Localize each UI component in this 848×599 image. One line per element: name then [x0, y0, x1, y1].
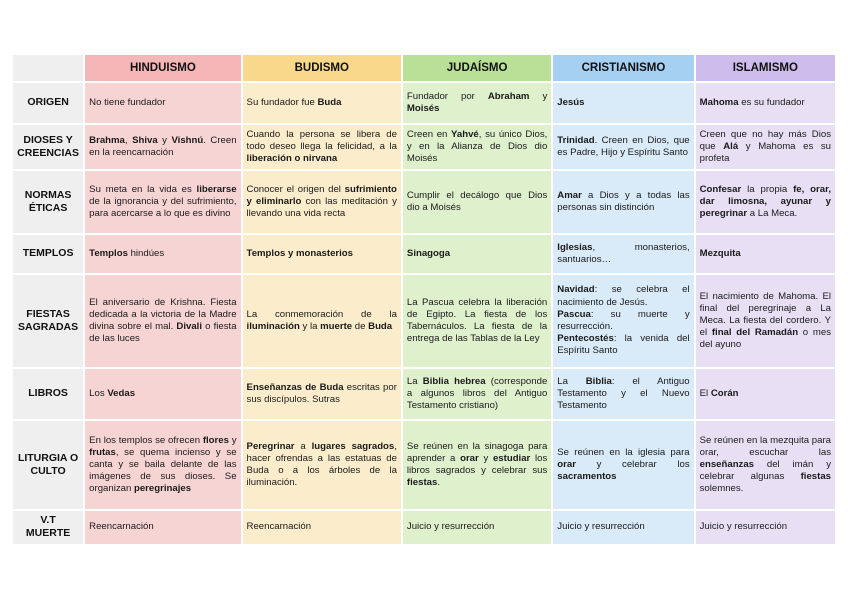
text: es su fundador [738, 96, 805, 108]
religions-comparison-table [11, 53, 837, 546]
table-cell [85, 421, 240, 509]
cell-line [247, 248, 397, 260]
cell-line [407, 248, 547, 260]
table-cell [243, 421, 401, 509]
table-cell [85, 125, 240, 169]
table-cell [243, 369, 401, 419]
cell-line [700, 184, 831, 221]
header-hinduismo: HINDUISMO [85, 55, 240, 81]
row-label: V.T MUERTE [13, 511, 83, 544]
table-cell [403, 369, 551, 419]
text: Se reúnen en la sinagoga para aprender a [406, 440, 548, 464]
text: Juicio y resurrección [406, 521, 495, 533]
bold-text: Templos [89, 247, 128, 259]
text: y Mahoma es su profeta [699, 140, 831, 165]
table-row [13, 421, 835, 509]
header-cristianismo: CRISTIANISMO [553, 55, 693, 81]
cell-line [407, 190, 547, 214]
text: . Creen en la reencarnación [89, 134, 237, 158]
bold-text: sufrimiento y eliminarlo [246, 183, 397, 207]
text: . Creen en Dios, que es Padre, Hijo y Espíritu Santo [557, 134, 690, 158]
cell-line [247, 129, 397, 166]
text: o mes del ayuno [699, 327, 831, 351]
row-label: FIESTAS SAGRADAS [13, 275, 83, 367]
bold-text: peregrinajes [133, 483, 192, 495]
text: , su único Dios, y en la Alianza de Dios dio Moisés [406, 128, 548, 165]
bold-text: Vishnú [171, 134, 204, 146]
cell-line [700, 291, 831, 352]
cell-line [700, 435, 831, 496]
text: a [294, 440, 312, 452]
table-cell [553, 421, 693, 509]
cell-line [700, 129, 831, 166]
row-label: LITURGIA O CULTO [13, 421, 83, 509]
table-cell [403, 235, 551, 273]
bold-text: final del Ramadán [711, 327, 799, 339]
bold-text: muerte [320, 321, 353, 332]
text: solemnes. [699, 483, 744, 495]
row-label: ORIGEN [13, 83, 83, 123]
bold-text: Biblia [585, 375, 612, 387]
table-cell [553, 235, 693, 273]
cell-line [700, 248, 831, 260]
bold-text: Confesar [699, 183, 742, 195]
bold-text: Corán [710, 387, 739, 399]
bold-text: iluminación [246, 321, 300, 332]
table-cell [553, 83, 693, 123]
bold-text: lugares sagrados [311, 440, 395, 452]
header-islamismo: ISLAMISMO [696, 55, 835, 81]
cell-line [557, 521, 689, 533]
text: y [228, 434, 237, 446]
text: No tiene fundador [89, 96, 166, 108]
cell-line [247, 521, 397, 533]
bold-text: Abraham [487, 90, 530, 102]
text: de [352, 321, 369, 332]
text: Fundador por [406, 90, 488, 102]
bold-text: Sinagoga [406, 247, 451, 259]
cell-line [557, 309, 689, 333]
bold-text: Moisés [406, 103, 440, 114]
table-cell [696, 275, 835, 367]
text: Reencarnación [246, 521, 312, 533]
table-cell [243, 511, 401, 544]
bold-text: flores [202, 434, 229, 446]
text: Cuando la persona se libera de todo deseo llega la felicidad, a la [246, 128, 397, 152]
table-cell [243, 83, 401, 123]
bold-text: Amar [557, 189, 582, 201]
text: : su muerte y resurrección. [557, 308, 690, 332]
row-label: LIBROS [13, 369, 83, 419]
text: La conmemoración de la [246, 308, 397, 320]
table-cell [696, 511, 835, 544]
cell-line [557, 190, 689, 214]
bold-text: Jesús [557, 96, 585, 108]
table-row [13, 125, 835, 169]
cell-line [557, 242, 689, 266]
cell-line [407, 297, 547, 346]
table-cell [85, 369, 240, 419]
text: Reencarnación [89, 521, 154, 533]
text: o fiesta de las luces [89, 321, 237, 345]
cell-line [557, 284, 689, 308]
bold-text: Mahoma [699, 96, 739, 108]
cell-line [89, 135, 236, 159]
cell-line [407, 521, 547, 533]
table-cell [403, 171, 551, 233]
bold-text: Trinidad [557, 134, 595, 146]
bold-text: sacramentos [557, 471, 617, 483]
bold-text: Buda [317, 96, 342, 108]
cell-line [89, 97, 236, 109]
table-cell [85, 235, 240, 273]
bold-text: Templos y monasterios [246, 247, 353, 259]
bold-text: Alá [723, 140, 739, 152]
text: de la ignorancia y del sufrimiento, para acercarse a lo que es divino [89, 195, 237, 220]
cell-line [247, 184, 397, 221]
table-cell [403, 83, 551, 123]
text: , monasterios, santuarios… [557, 241, 690, 265]
text: Juicio y resurrección [699, 521, 788, 533]
table-cell [696, 83, 835, 123]
bold-text: Peregrinar [246, 440, 295, 452]
bold-text: fiestas [800, 471, 831, 483]
table-cell [403, 275, 551, 367]
cell-line [89, 388, 236, 400]
cell-line [557, 447, 689, 484]
text: del imán y celebrar algunas [699, 458, 831, 483]
cell-line [407, 129, 547, 166]
text: escritas por sus discípulos. Sutras [246, 381, 397, 405]
text: El nacimiento de Mahoma. El final del peregrinaje a La Meca. La fiesta del cordero. Y el [699, 290, 831, 339]
text: La Pascua celebra la liberación de Egipto. La fiesta de los Tabernáculos. La fiesta de la entrega de las Tablas de la Ley [406, 296, 548, 345]
bold-text: estudiar [492, 452, 531, 464]
cell-line [700, 97, 831, 109]
text: : se celebra el nacimiento de Jesús. [557, 284, 690, 308]
table-cell [696, 171, 835, 233]
bold-text: Mezquita [699, 247, 741, 259]
table-cell [553, 511, 693, 544]
text: la propia [741, 183, 794, 195]
table-cell [85, 171, 240, 233]
cell-line [247, 382, 397, 406]
bold-text: Navidad [557, 284, 595, 296]
text: y celebrar los [575, 458, 690, 470]
bold-text: Iglesias [557, 241, 593, 253]
bold-text: enseñanzas [699, 458, 755, 470]
cell-line [557, 135, 689, 159]
bold-text: liberación o nirvana [246, 153, 338, 165]
bold-text: orar [460, 452, 479, 464]
text: La [557, 375, 586, 387]
bold-text: liberarse [196, 183, 237, 195]
table-cell [553, 275, 693, 367]
table-cell [696, 125, 835, 169]
bold-text: Buda [368, 321, 393, 332]
table-cell [696, 235, 835, 273]
table-cell [403, 511, 551, 544]
text: El aniversario de Krishna. Fiesta dedicada a la victoria de la Madre divina sobre el mal. [89, 296, 237, 332]
text: (corresponde a algunos libros del Antiguo Testamento cristiano) [406, 375, 548, 412]
text: : el Antiguo Testamento y el Nuevo Testamento [557, 375, 690, 412]
table-cell [85, 83, 240, 123]
text: y la [299, 321, 321, 332]
text: Su meta en la vida es [89, 183, 197, 195]
cell-line [89, 435, 236, 496]
bold-text: Yahvé [451, 128, 479, 140]
text: Su fundador fue [246, 96, 318, 108]
table-cell [243, 235, 401, 273]
text: . [437, 477, 440, 489]
text: Se reúnen en la mezquita para orar, escuchar las [699, 434, 831, 458]
header-budismo: BUDISMO [243, 55, 401, 81]
table-cell [85, 275, 240, 367]
text: , se quema incienso y se canta y se baila delante de las imágenes de sus dioses. Se organizan [89, 446, 237, 495]
cell-line [700, 388, 831, 400]
bold-text: frutas [89, 446, 116, 458]
text: Creen en [406, 128, 452, 140]
text: con las meditación y llevando una vida recta [246, 195, 397, 220]
cell-line [700, 521, 831, 533]
text: Cumplir el decálogo que Dios dio a Moisés [406, 189, 548, 213]
table-cell [553, 171, 693, 233]
cell-line [89, 297, 236, 346]
bold-text: Brahma [89, 134, 125, 146]
cell-line [557, 97, 689, 109]
bold-text: fiestas [406, 477, 438, 489]
cell-line [89, 521, 236, 533]
row-label: TEMPLOS [13, 235, 83, 273]
table-cell [243, 171, 401, 233]
text: y [478, 452, 493, 464]
cell-line [407, 441, 547, 490]
text: Los [89, 387, 108, 399]
text: : la venida del Espíritu Santo [557, 333, 690, 357]
text: y [529, 90, 548, 102]
text: hindúes [127, 247, 165, 259]
cell-line [89, 184, 236, 221]
table-row [13, 235, 835, 273]
cell-line [557, 376, 689, 413]
text: , [124, 134, 133, 146]
text: y [157, 134, 172, 146]
text: a La Meca. [747, 208, 798, 220]
text: Creen que no hay más Dios que [699, 128, 831, 152]
cell-line [407, 376, 547, 413]
table-cell [243, 275, 401, 367]
table-cell [553, 125, 693, 169]
cell-line [89, 248, 236, 260]
table-cell [553, 369, 693, 419]
table-row [13, 275, 835, 367]
bold-text: Shiva [132, 134, 158, 146]
bold-text: fe, orar, dar limosna, ayunar y peregrinar [699, 183, 831, 220]
text: Conocer el origen del [246, 183, 345, 195]
text: , hacer ofrendas a las estatuas de Buda o a los árboles de la iluminación. [246, 440, 397, 489]
text: La [406, 375, 423, 387]
text: El [699, 387, 711, 399]
bold-text: Enseñanzas de Buda [246, 381, 344, 393]
header-row [13, 55, 835, 81]
cell-line [557, 333, 689, 357]
cell-line [247, 97, 397, 109]
text: los libros sagrados y celebrar sus [406, 452, 548, 476]
table-cell [696, 369, 835, 419]
corner-cell [13, 55, 83, 81]
cell-line [247, 309, 397, 333]
bold-text: Divali [176, 321, 202, 332]
row-label: DIOSES Y CREENCIAS [13, 125, 83, 169]
cell-line [247, 441, 397, 490]
table-cell [243, 125, 401, 169]
header-judaismo: JUDAÍSMO [403, 55, 551, 81]
bold-text: Biblia hebrea [422, 375, 486, 387]
table-row [13, 369, 835, 419]
table-cell [696, 421, 835, 509]
bold-text: Pascua [557, 308, 591, 320]
table-row [13, 83, 835, 123]
bold-text: Pentecostés [557, 333, 614, 345]
text: Se reúnen en la iglesia para [557, 446, 690, 458]
table-cell [403, 125, 551, 169]
bold-text: orar [557, 458, 576, 470]
table-cell [403, 421, 551, 509]
cell-line [407, 91, 547, 115]
text: En los templos se ofrecen [89, 434, 203, 446]
row-label: NORMAS ÉTICAS [13, 171, 83, 233]
bold-text: Vedas [107, 387, 136, 399]
table-row [13, 171, 835, 233]
table-row [13, 511, 835, 544]
table-cell [85, 511, 240, 544]
text: Juicio y resurrección [557, 521, 645, 533]
text: a Dios y a todas las personas sin distinción [557, 189, 690, 213]
